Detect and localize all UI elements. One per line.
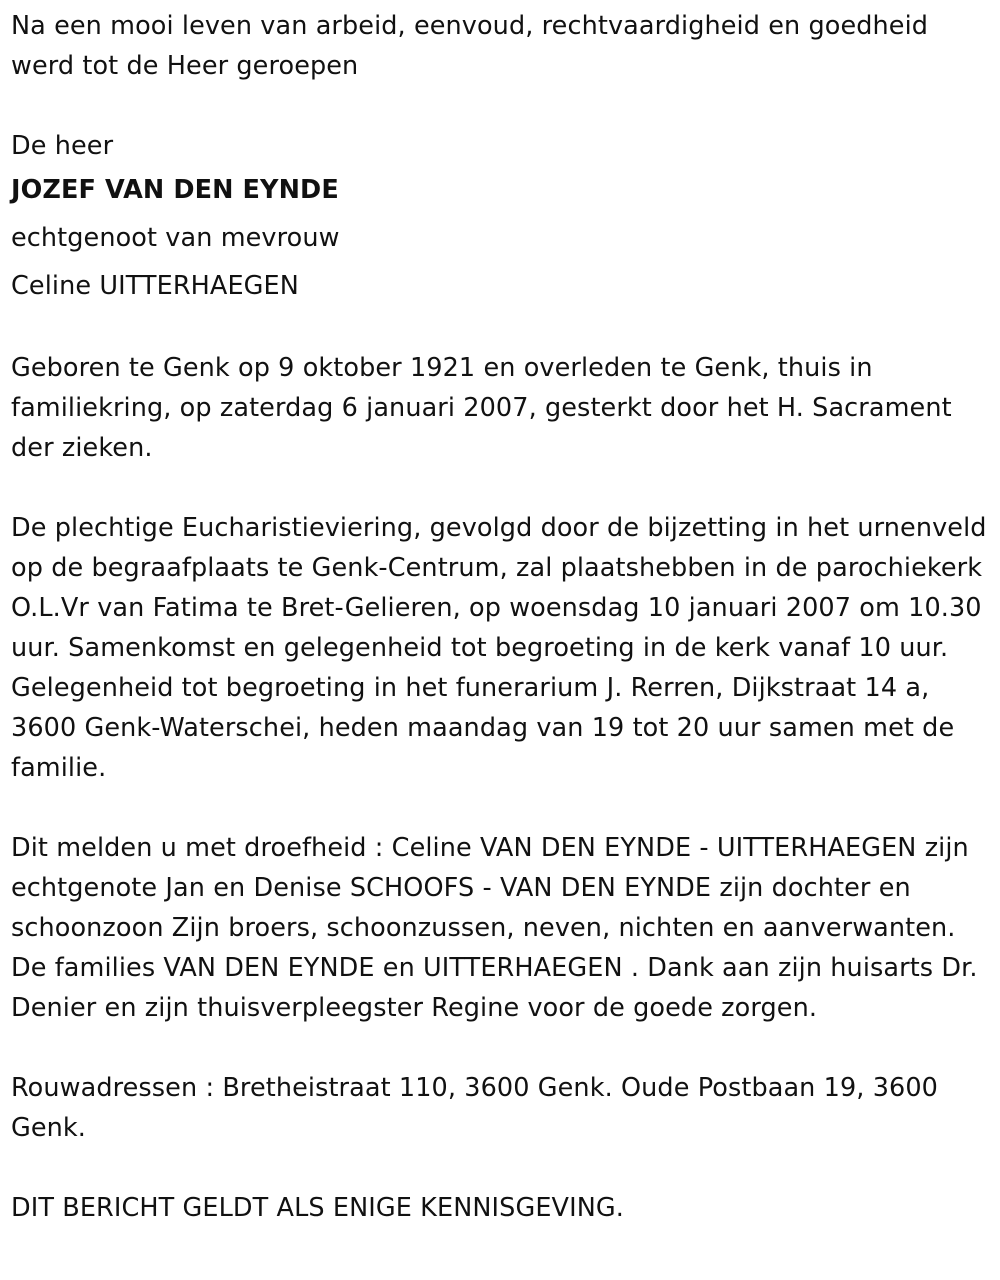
spacer xyxy=(11,1148,993,1188)
intro-text: Na een mooi leven van arbeid, eenvoud, rechtvaardigheid en goedheid werd tot de Heer geroepen xyxy=(11,11,929,81)
spacer xyxy=(11,86,993,126)
spacer xyxy=(11,310,993,348)
spacer xyxy=(11,468,993,508)
salutation: De heer xyxy=(11,131,114,161)
deceased-name: JOZEF VAN DEN EYNDE xyxy=(11,175,339,205)
spacer xyxy=(11,788,993,828)
spouse-relation: echtgenoot van mevrouw xyxy=(11,223,340,253)
ceremony-text: De plechtige Eucharistieviering, gevolgd door de bijzetting in het urnenveld op de begraafplaats te Genk-Centrum, zal plaatshebben in de parochiekerk O.L.Vr van Fatima te Bret-Gelieren, op woensdag 10 januari 2007 om 10.30 uur. Samenkomst en gelegenheid tot begroeting in de kerk vanaf 10 uur. Gelegenheid tot begroeting in het funerarium J. Rerren, Dijkstraat 14 a, 3600 Genk-Waterschei, heden maandag van 19 tot 20 uur samen met de familie. xyxy=(11,513,987,783)
birth-death-text: Geboren te Genk op 9 oktober 1921 en overleden te Genk, thuis in familiekring, op zaterdag 6 januari 2007, gesterkt door het H. Sacrament der zieken. xyxy=(11,353,952,463)
obituary-notice xyxy=(11,6,993,1228)
addresses-text: Rouwadressen : Bretheistraat 110, 3600 Genk. Oude Postbaan 19, 3600 Genk. xyxy=(11,1073,939,1143)
spouse-name: Celine UITTERHAEGEN xyxy=(11,271,299,301)
notice-text: DIT BERICHT GELDT ALS ENIGE KENNISGEVING. xyxy=(11,1193,624,1223)
announcement-text: Dit melden u met droefheid : Celine VAN DEN EYNDE - UITTERHAEGEN zijn echtgenote Jan en Denise SCHOOFS - VAN DEN EYNDE zijn dochter en schoonzoon Zijn broers, schoonzussen, neven, nichten en aanverwanten. De families VAN DEN EYNDE en UITTERHAEGEN . Dank aan zijn huisarts Dr. Denier en zijn thuisverpleegster Regine voor de goede zorgen. xyxy=(11,833,978,1023)
spacer xyxy=(11,1028,993,1068)
